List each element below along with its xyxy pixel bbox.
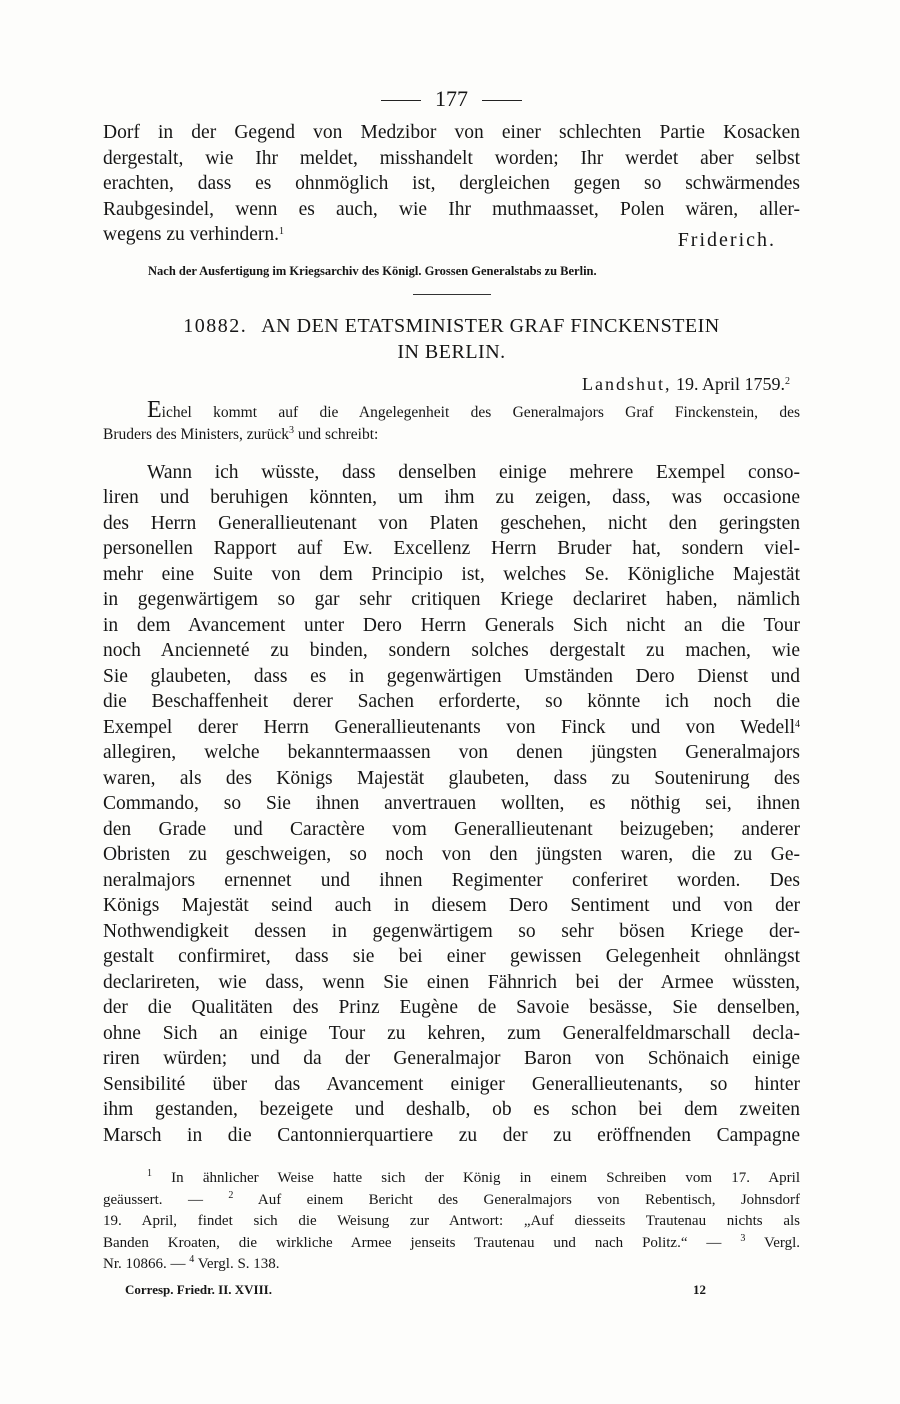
page-header [103, 84, 800, 114]
signature-mark: Corresp. Friedr. II. XVIII. [125, 1281, 272, 1297]
text-line: in gegenwärtigem so gar sehr critiquen Kriege declariret haben, nämlich [103, 589, 800, 610]
letter-title-line2: IN BERLIN. [397, 340, 506, 363]
text-line: Obristen zu geschweigen, so noch von den jüngsten waren, die zu Ge- [103, 844, 800, 865]
intro-line-text: ichel kommt auf die Angelegenheit des Generalmajors Graf Finckenstein, des [161, 403, 800, 421]
text-line: mehr eine Suite von dem Principio ist, welches Se. Königliche Majestät [103, 563, 800, 585]
text-line: die Beschaffenheit derer Sachen erforderte, so könnte ich noch die [103, 691, 800, 712]
text-line: Dorf in der Gegend von Medzibor von einer schlechten Partie Kosacken [103, 122, 800, 143]
text-line: noch Ancienneté zu binden, sondern solches dergestalt zu machen, wie [103, 640, 800, 661]
text-line: gestalt confirmiret, dass sie bei einer gewissen Gelegenheit ohnlängst [103, 946, 800, 967]
text-line: Sensibilité über das Avancement einiger Generallieutenants, so hinter [103, 1073, 800, 1095]
signature: Friderich. [677, 229, 776, 251]
intro-line-text: Bruders des Ministers, zurück [103, 425, 289, 443]
footnote-line [103, 1254, 800, 1276]
header-dash-right [482, 100, 522, 101]
text-line: ihm gestanden, bezeigete und deshalb, ob es schon bei dem zweiten [103, 1099, 800, 1120]
text-line: Nothwendigkeit dessen in gegenwärtigem so sehr bösen Kriege der- [103, 920, 800, 942]
text-line: allegiren, welche bekanntermaassen von denen jüngsten Generalmajors [103, 742, 800, 763]
letter-body [103, 460, 800, 1149]
page-number: 177 [435, 86, 468, 111]
footnotes [103, 1168, 800, 1276]
intro-line [103, 396, 800, 424]
footnote-text: Auf einem Bericht des Generalmajors von Rebentisch, Johnsdorf [233, 1191, 801, 1208]
text-line: Königs Majestät seind auch in diesem Dero Sentiment und von der [103, 895, 800, 916]
footnote-text: In ähnlicher Weise hatte sich der König in einem Schreiben vom 17. April [152, 1170, 800, 1186]
section-divider [413, 294, 491, 295]
footnote-line [103, 1168, 800, 1190]
header-dash-left [381, 100, 421, 101]
footnote-text: Nr. 10866. — [103, 1256, 190, 1272]
footnote-ref: 2 [785, 375, 790, 387]
text-line: liren und beruhigen könnten, um ihm zu zeigen, dass, was occasione [103, 487, 800, 508]
dateline-place: Landshut, [581, 373, 672, 394]
text-line-content: Exempel derer Herrn Generallieutenants von Finck und von Wedell [103, 716, 795, 738]
text-line: ohne Sich an einige Tour zu kehren, zum Generalfeldmarschall decla- [103, 1022, 800, 1044]
footnote-ref: 4 [795, 718, 800, 730]
footnote-text: Vergl. S. 138. [194, 1256, 280, 1272]
text-line: Marsch in die Cantonnierquartiere zu der zu eröffnenden Campagne [103, 1124, 800, 1146]
page-footer [103, 1280, 800, 1304]
intro-line-text: und schreibt: [293, 425, 379, 443]
dateline [103, 371, 800, 397]
document-page [103, 84, 800, 1304]
letter-number: 10882. [183, 314, 248, 337]
dateline-date: 19. April 1759. [675, 373, 785, 394]
text-line: neralmajors ernennet und ihnen Regimenter conferiret worden. Des [103, 869, 800, 891]
footnote-text: Banden Kroaten, die wirkliche Armee jenseits Trautenau und nach Politz.“ — [103, 1234, 741, 1251]
text-line: riren würden; und da der Generalmajor Baron von Schönaich einige [103, 1048, 800, 1069]
closing-line [103, 222, 284, 248]
footnote-marker: 1 [147, 1168, 152, 1179]
closing-line-text: wegens zu verhindern. [103, 224, 279, 245]
text-line: Commando, so Sie ihnen anvertrauen wollten, es nöthig sei, ihnen [103, 793, 800, 814]
footnote-text: Vergl. [745, 1234, 800, 1251]
text-line: Sie glaubeten, dass es in gegenwärtigen Umständen Dero Dienst und [103, 665, 800, 687]
sheet-number: 12 [693, 1281, 706, 1297]
text-line: declarireten, wie dass, wenn Sie einen Fähnrich bei der Armee wüssten, [103, 971, 800, 993]
footnote-line: 19. April, findet sich die Weisung zur Antwort: „Auf diesseits Trautenau nichts als [103, 1213, 800, 1229]
text-line: dergestalt, wie Ihr meldet, misshandelt worden; Ihr werdet aber selbst [103, 147, 800, 169]
editorial-intro [103, 396, 800, 446]
intro-line [103, 424, 800, 446]
source-note: Nach der Ausfertigung im Kriegsarchiv des Königl. Grossen Generalstabs zu Berlin. [148, 263, 597, 278]
previous-letter-ending [103, 120, 800, 251]
footnote-marker: 4 [189, 1254, 195, 1265]
letter-title-line1: AN DEN ETATSMINISTER GRAF FINCKENSTEIN [261, 314, 720, 337]
closing-row [103, 222, 800, 251]
footnote-text: geäussert. — [103, 1191, 229, 1208]
text-line: in dem Avancement unter Dero Herrn Generals Sich nicht an die Tour [103, 614, 800, 636]
text-line: des Herrn Generallieutenant von Platen geschehen, nicht den geringsten [103, 512, 800, 534]
intro-initial: E [147, 396, 162, 423]
footnote-line [103, 1233, 800, 1255]
text-line: erachten, dass es ohnmöglich ist, dergleichen gegen so schwärmendes [103, 173, 800, 194]
text-line: den Grade und Caractère vom Generallieutenant beizugeben; anderer [103, 818, 800, 840]
text-line: waren, als des Königs Majestät glaubeten, dass zu Soutenirung des [103, 767, 800, 789]
footnote-line [103, 1190, 800, 1212]
text-line [103, 715, 800, 741]
text-line: Wann ich wüsste, dass denselben einige mehrere Exempel conso- [147, 461, 800, 483]
footnote-ref: 3 [288, 424, 294, 436]
footnote-marker: 3 [740, 1232, 746, 1244]
footnote-ref: 1 [278, 226, 284, 237]
text-line: Raubgesindel, wenn es auch, wie Ihr muthmaasset, Polen wären, aller- [103, 198, 800, 220]
footnote-marker: 2 [228, 1189, 234, 1201]
text-line: der die Qualitäten des Prinz Eugène de Savoie besässe, Sie denselben, [103, 997, 800, 1018]
text-line: personellen Rapport auf Ew. Excellenz Herrn Bruder hat, sondern viel- [103, 538, 800, 559]
letter-heading [103, 313, 800, 365]
